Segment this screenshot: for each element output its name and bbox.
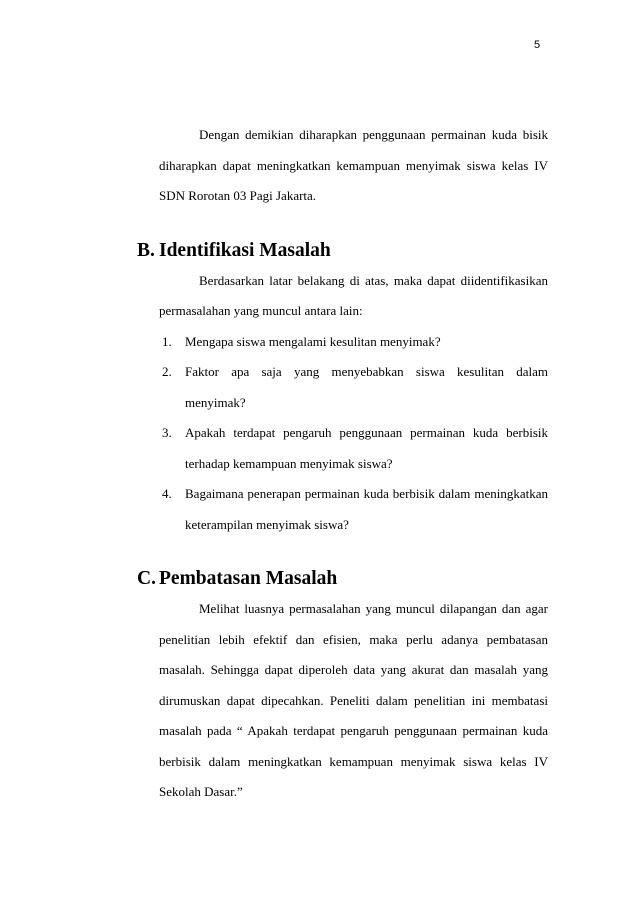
section-b-paragraph: Berdasarkan latar belakang di atas, maka dapat diidentifikasikan permasalahan yang muncul antara lain: [159,272,548,318]
identification-list [137,327,548,541]
list-item-text: Apakah terdapat pengaruh penggunaan permainan kuda berbisik terhadap kemampuan menyimak siswa? [185,425,548,471]
list-item-number: 3. [162,425,172,440]
document-body [137,120,548,808]
list-item-number: 4. [162,486,172,501]
list-item-number: 1. [162,333,172,349]
list-item [159,327,548,358]
section-c-letter: C. [137,568,156,589]
section-c-title: Pembatasan Masalah [159,568,338,589]
list-item [159,357,548,418]
section-c-paragraph: Melihat luasnya permasalahan yang muncul dilapangan dan agar penelitian lebih efektif dan efisien, maka perlu adanya pembatasan masalah. Sehingga dapat diperoleh data yang akurat dan masalah yang dirumuskan dapat dipecahkan. Peneliti dalam penelitian ini membatasi masalah pada “ Apakah terdapat pengaruh penggunaan permainan kuda berbisik dalam meningkatkan kemampuan menyimak siswa kelas IV Sekolah Dasar.” [159,601,548,799]
list-item-text: Bagaimana penerapan permainan kuda berbisik dalam meningkatkan keterampilan menyimak siswa? [185,486,548,532]
list-item [159,479,548,540]
list-item-text: Mengapa siswa mengalami kesulitan menyimak? [185,333,441,349]
section-b-title: Identifikasi Masalah [159,239,331,261]
intro-paragraph: Dengan demikian diharapkan penggunaan permainan kuda bisik diharapkan dapat meningkatkan kemampuan menyimak siswa kelas IV SDN Rorotan 03 Pagi Jakarta. [159,127,548,203]
section-b-heading [137,236,548,266]
list-item-text: Faktor apa saja yang menyebabkan siswa kesulitan dalam menyimak? [185,364,548,410]
list-item-number: 2. [162,364,172,379]
section-b-letter: B. [137,239,155,261]
list-item [159,418,548,479]
section-c-heading [137,564,548,594]
page-number: 5 [534,39,541,51]
